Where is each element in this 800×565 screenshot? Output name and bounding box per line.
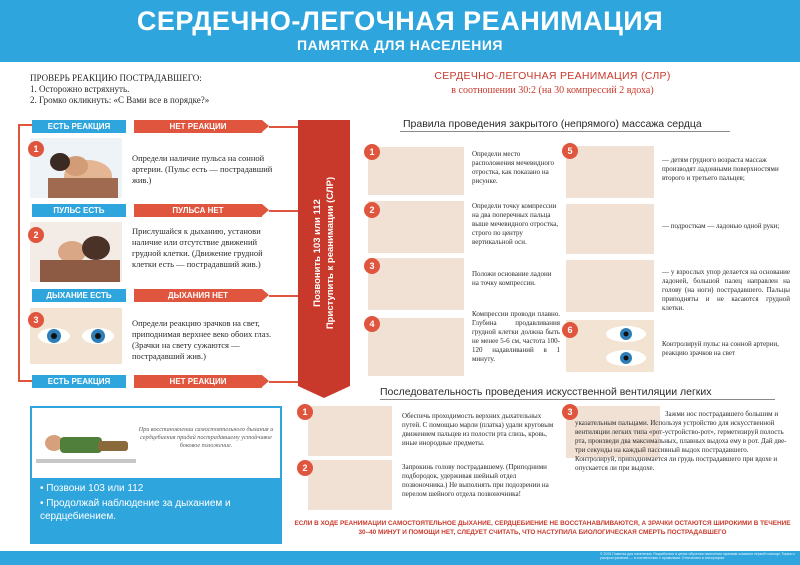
flow-left-tick-1 [18,124,32,126]
flow-left-tick-4 [18,380,32,382]
massage-teen-photo [566,204,654,254]
recovery-position-illustration [36,413,136,473]
massage-step-2-text: Определи точку компрессии на два поперечных пальца выше мечевидного отростка, строго по центру вертикальной оси. [472,202,559,246]
check-step-2: 2. Громко окликнуть: «С Вами все в порядке?» [30,95,210,105]
page-subtitle: ПАМЯТКА ДЛЯ НАСЕЛЕНИЯ [297,37,503,53]
massage-step-6-number: 6 [562,322,578,338]
massage-step-3-number: 3 [364,258,380,274]
check-step-1: 1. Осторожно встряхнуть. [30,84,130,94]
row2-connector [269,210,298,212]
tag-breathing-yes: ДЫХАНИЕ ЕСТЬ [32,289,126,302]
tag-reaction-yes-2: ЕСТЬ РЕАКЦИЯ [32,375,126,388]
massage-infant-text: — детям грудного возраста массаж производят ладонными поверхностями второго и третьего пальцев; [662,156,779,182]
massage-step-2-photo [368,201,464,253]
recovery-illustration-panel [32,408,280,478]
massage-step-4-text: Компрессии проводи плавно. Глубина продавливания грудной клетки должна быть не менее 5-6 см, частота 100-120 надавливаний в 1 минуту. [472,310,560,363]
check-reaction-block [30,73,280,106]
ventilation-step-1-number: 1 [297,404,313,420]
tag-reaction-yes-1: ЕСТЬ РЕАКЦИЯ [32,120,126,133]
massage-step-4-photo [368,318,464,376]
tag-breathing-no: ДЫХАНИЯ НЕТ [134,289,262,302]
footer-imprint: © 2024 Памятка для населения. Разработано в целях обучения населения приемам оказания первой помощи. Тираж и распространение — в соответствии с правилами. Отпечатано в типографии. [600,552,795,560]
massage-step-3-photo [368,258,464,310]
page-title: СЕРДЕЧНО-ЛЕГОЧНАЯ РЕАНИМАЦИЯ [136,6,664,36]
tag-pulse-yes: ПУЛЬС ЕСТЬ [32,204,126,217]
tag-reaction-no-2: НЕТ РЕАКЦИИ [134,375,262,388]
recovery-note: При восстановлении самостоятельного дыхания и сердцебиения придай пострадавшему устойчивое боковое положение. [138,426,274,449]
check-heading: ПРОВЕРЬ РЕАКЦИЮ ПОСТРАДАВШЕГО: [30,73,202,83]
row1-connector [269,126,298,128]
ventilation-step-1-photo [308,406,392,456]
massage-teen-text: — подросткам — ладонью одной руки; [662,222,780,230]
massage-step-1-text: Определи место расположения мечевидного отростка, как показано на рисунке. [472,150,555,185]
ventilation-title-underline [380,399,775,400]
massage-section-title: Правила проведения закрытого (непрямого) массажа сердца [403,118,702,130]
call-and-cpr-bar [298,120,350,386]
recovery-position-box [30,406,282,544]
step-3-number: 3 [28,312,44,328]
step-1-text: Определи наличие пульса на сонной артерии. (Пульс есть — пострадавший жив.) [132,153,273,185]
massage-control-photo [566,320,654,372]
tag-pulse-no: ПУЛЬСА НЕТ [134,204,262,217]
step-2-photo-breathing-check [30,222,122,282]
cpr-section-title: СЕРДЕЧНО-ЛЕГОЧНАЯ РЕАНИМАЦИЯ (СЛР) [434,70,671,82]
step-1-number: 1 [28,141,44,157]
row3-connector [269,295,298,297]
massage-infant-photo [566,146,654,198]
step-3-photo-pupils [30,308,122,364]
biological-death-warning: ЕСЛИ В ХОДЕ РЕАНИМАЦИИ САМОСТОЯТЕЛЬНОЕ ДЫХАНИЕ, СЕРДЦЕБИЕНИЕ НЕ ВОССТАНАВЛИВАЮТСЯ, А ЗРАЧКИ ОСТАЮТСЯ ШИРОКИМИ В ТЕЧЕНИЕ 30–40 МИНУТ И ПОМОЩИ НЕТ, СЛЕДУЕТ СЧИТАТЬ, ЧТО НАСТУПИЛА БИОЛОГИЧЕСКАЯ СМЕРТЬ ПОСТРАДАВШЕГО [294,520,791,536]
recovery-bullet-observe: • Продолжай наблюдение за дыханием и сердцебиением. [40,498,231,522]
step-2-number: 2 [28,227,44,243]
massage-step-3-text: Положи основание ладони на точку компрессии. [472,270,552,287]
ventilation-step-2-text: Запрокинь голову пострадавшему. (Приподними подбородок, удерживая шейный отдел позвоночника.) Не выполнять при подозрении на перелом шейного отдела позвоночника! [402,463,549,498]
step-2-text: Прислушайся к дыханию, установи наличие или отсутствие движений грудной клетки. (Движение грудной клетки есть — пострадавший жив.) [132,226,263,269]
massage-title-underline [400,131,730,132]
row4-connector [269,381,298,383]
flow-left-line [18,124,20,382]
massage-step-4-number: 4 [364,316,380,332]
cpr-section-subtitle: в соотношении 30:2 (на 30 компрессий 2 вдоха) [451,85,654,96]
massage-step-1-photo [368,147,464,195]
step-3-text: Определи реакцию зрачков на свет, приподнимая верхнее веко обоих глаз. (Зрачки на свету сужаются — пострадавший жив.) [132,318,272,361]
massage-adult-text: — у взрослых упор делается на основание ладоней, большой палец направлен на голову (на ноги) пострадавшего. Пальцы приподняты и не касаются грудной клетки. [662,268,790,312]
page-header [0,0,800,62]
ventilation-step-2-photo [308,460,392,510]
ventilation-step-1-text: Обеспечь проходимость верхних дыхательных путей. С помощью марли (платка) удали круговым движением пальцев из полости рта слизь, кровь, иные инородные предметы. [402,412,554,447]
call-bar-line-1: Позвонить 103 или 112 [312,199,323,307]
ventilation-step-3-number: 3 [562,404,578,420]
call-bar-line-2: Приступить к реанимации (СЛР) [325,176,336,330]
recovery-bullet-call: • Позвони 103 или 112 [40,483,144,494]
footer-bar [0,551,800,565]
massage-control-text: Контролируй пульс на сонной артерии, реакцию зрачков на свет [662,340,779,357]
ventilation-step-2-number: 2 [297,460,313,476]
massage-step-2-number: 2 [364,202,380,218]
massage-adult-photo [566,260,654,312]
ventilation-step-3-text: Зажми нос пострадавшего большим и указательным пальцами. Используя устройство для искусственной вентиляции легких типа «рот-устройство-рот», герметизируй полость рта, произведи два максимальных, плавных выдоха ему в рот. Дай две-три секунды на каждый пассивный выдох пострадавшего. Контролируй, приподнимается ли грудь пострадавшего при вдохе и опускается ли при выдохе. [575,410,787,472]
massage-step-1-number: 1 [364,144,380,160]
tag-reaction-no-1: НЕТ РЕАКЦИИ [134,120,262,133]
massage-step-5-number: 5 [562,143,578,159]
ventilation-section-title: Последовательность проведения искусственной вентиляции легких [380,386,712,398]
